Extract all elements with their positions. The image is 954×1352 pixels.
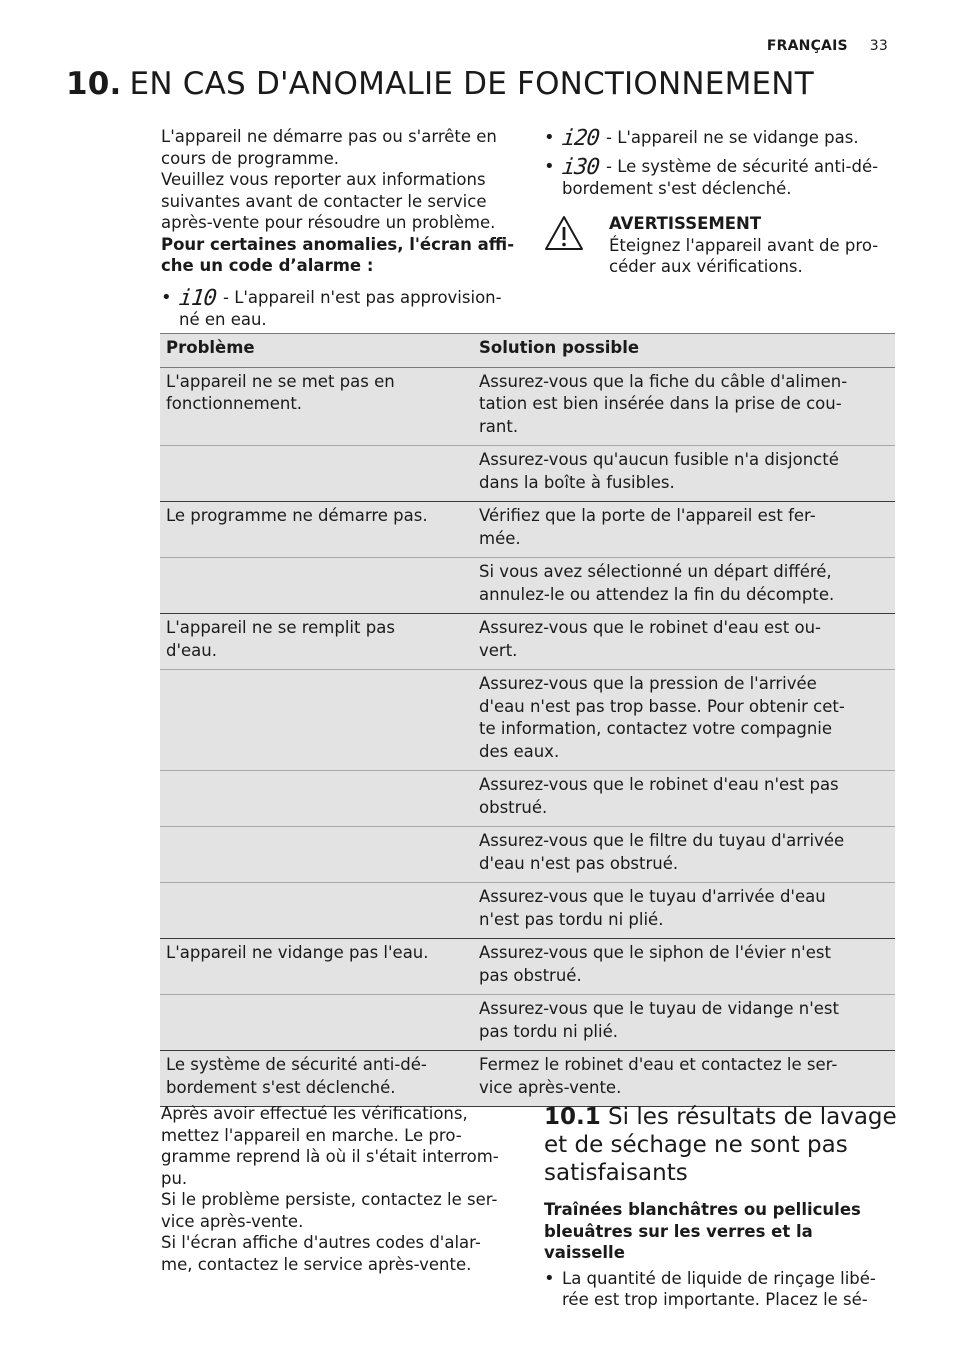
subsection-heading <box>544 1199 899 1264</box>
alarm-code-i20 <box>544 127 899 150</box>
chapter-title-text: EN CAS D'ANOMALIE DE FONCTIONNEMENT <box>129 66 814 102</box>
table-row <box>160 558 895 614</box>
after-paragraph-3 <box>161 1232 521 1275</box>
problem-cell <box>160 939 473 995</box>
after-line: Si le problème persiste, contactez le ser- <box>161 1190 498 1209</box>
solution-cell <box>473 614 895 670</box>
alarm-code-text: - L'appareil n'est pas approvision- <box>217 287 502 307</box>
solution-cell-line: Assurez-vous que le siphon de l'évier n'est <box>479 943 831 962</box>
solution-cell-line: Assurez-vous que le robinet d'eau est ou- <box>479 618 821 637</box>
warning-box <box>544 213 899 283</box>
solution-cell <box>473 670 895 771</box>
problem-cell-line: L'appareil ne vidange pas l'eau. <box>166 943 429 962</box>
problem-cell-line: fonctionnement. <box>166 394 303 413</box>
page-number: 33 <box>869 38 888 54</box>
solution-cell <box>473 827 895 883</box>
solution-cell <box>473 995 895 1051</box>
solution-cell-line: Assurez-vous qu'aucun fusible n'a disjoncté <box>479 450 839 469</box>
warning-line: Éteignez l'appareil avant de pro- <box>609 235 879 255</box>
solution-cell-line: rant. <box>479 416 519 436</box>
table-row <box>160 367 895 446</box>
alarm-code-text: né en eau. <box>179 310 267 329</box>
alarm-code-display: i30 <box>560 154 601 180</box>
solution-cell <box>473 502 895 558</box>
intro-line: L'appareil ne démarre pas ou s'arrête en <box>161 127 497 146</box>
intro-line: Veuillez vous reporter aux informations <box>161 170 486 189</box>
problem-cell <box>160 1051 473 1107</box>
solution-cell-line: mée. <box>479 528 521 548</box>
problem-cell <box>160 883 473 939</box>
warning-title: AVERTISSEMENT <box>609 214 762 233</box>
table-row <box>160 614 895 670</box>
table-row <box>160 1051 895 1107</box>
solution-cell-line: Fermez le robinet d'eau et contactez le ser- <box>479 1055 838 1074</box>
warning-text <box>609 213 878 278</box>
problem-cell <box>160 995 473 1051</box>
subsection-title-line: et de séchage ne sont pas <box>544 1132 848 1158</box>
solution-cell <box>473 558 895 614</box>
intro-line: che un code d’alarme : <box>161 256 374 275</box>
page-header <box>767 38 888 54</box>
solution-cell-line: Assurez-vous que la fiche du câble d'alimen- <box>479 371 848 391</box>
table-row <box>160 502 895 558</box>
solution-cell-line: Assurez-vous que le tuyau de vidange n'est <box>479 999 839 1018</box>
solution-cell <box>473 883 895 939</box>
solution-cell-line: vice après-vente. <box>479 1077 622 1097</box>
problem-cell <box>160 827 473 883</box>
solution-cell-line: des eaux. <box>479 741 560 761</box>
solution-cell <box>473 771 895 827</box>
subsection-bullet <box>544 1268 899 1311</box>
intro-line: après-vente pour résoudre un problème. <box>161 213 496 232</box>
after-paragraph-1 <box>161 1103 521 1189</box>
intro-paragraph-3 <box>161 234 521 277</box>
solution-cell-line: d'eau n'est pas obstrué. <box>479 853 679 873</box>
table-row <box>160 446 895 502</box>
solution-cell-line: Assurez-vous que le tuyau d'arrivée d'eau <box>479 887 826 906</box>
table-row <box>160 883 895 939</box>
subsection-bullet-line: rée est trop importante. Placez le sé- <box>562 1290 868 1309</box>
solution-cell <box>473 446 895 502</box>
solution-cell-line: Assurez-vous que le filtre du tuyau d'arrivée <box>479 831 845 850</box>
intro-line: cours de programme. <box>161 148 340 168</box>
subsection-title <box>544 1103 899 1187</box>
solution-cell-line: Si vous avez sélectionné un départ différé, <box>479 562 832 581</box>
intro-paragraph-2 <box>161 169 521 234</box>
solution-cell <box>473 1051 895 1107</box>
chapter-number: 10. <box>66 66 122 102</box>
intro-line: Pour certaines anomalies, l'écran affi- <box>161 234 515 254</box>
solution-cell-line: dans la boîte à fusibles. <box>479 472 675 492</box>
after-line: mettez l'appareil en marche. Le pro- <box>161 1125 462 1145</box>
solution-cell-line: annulez-le ou attendez la fin du décompte. <box>479 584 835 604</box>
intro-line: suivantes avant de contacter le service <box>161 191 487 211</box>
problem-cell-line: bordement s'est déclenché. <box>166 1077 396 1097</box>
subsection-bullet-line: La quantité de liquide de rinçage libé- <box>562 1268 876 1288</box>
solution-cell <box>473 939 895 995</box>
after-line: pu. <box>161 1168 188 1188</box>
after-line: gramme reprend là où il s'était interrom- <box>161 1147 499 1166</box>
problem-cell <box>160 446 473 502</box>
after-line: Si l'écran affiche d'autres codes d'alar- <box>161 1233 481 1252</box>
problem-cell-line: Le programme ne démarre pas. <box>166 506 428 525</box>
problem-cell <box>160 614 473 670</box>
column-header-problem: Problème <box>160 334 473 368</box>
solution-cell-line: te information, contactez votre compagnie <box>479 719 833 738</box>
problem-cell <box>160 558 473 614</box>
intro-paragraph-1 <box>161 126 521 169</box>
solution-cell-line: vert. <box>479 640 518 660</box>
alarm-code-display: i20 <box>560 126 601 151</box>
table-header-row <box>160 334 895 368</box>
alarm-code-display: i10 <box>177 285 218 311</box>
subsection-body <box>544 1199 899 1311</box>
alarm-column <box>544 127 899 200</box>
solution-cell-line: Assurez-vous que la pression de l'arrivée <box>479 674 817 693</box>
warning-line: céder aux vérifications. <box>609 257 803 276</box>
after-line: me, contactez le service après-vente. <box>161 1254 472 1274</box>
alarm-code-text: - L'appareil ne se vidange pas. <box>600 128 859 147</box>
problem-cell <box>160 502 473 558</box>
solution-cell-line: pas tordu ni plié. <box>479 1021 618 1041</box>
after-line: Après avoir effectué les vérifications, <box>161 1104 468 1123</box>
subsection-heading-line: bleuâtres sur les verres et la vaisselle <box>544 1221 813 1262</box>
solution-cell-line: obstrué. <box>479 797 548 817</box>
solution-cell-line: tation est bien insérée dans la prise de cou- <box>479 394 842 413</box>
problem-cell-line: d'eau. <box>166 640 217 660</box>
header-language: FRANÇAIS <box>766 38 848 54</box>
chapter-title <box>66 66 814 102</box>
alarm-code-text: bordement s'est déclenché. <box>562 179 792 198</box>
solution-cell-line: n'est pas tordu ni plié. <box>479 909 664 929</box>
solution-cell <box>473 367 895 446</box>
alarm-code-text: - Le système de sécurité anti-dé- <box>600 156 879 176</box>
table-row <box>160 995 895 1051</box>
solution-cell-line: Assurez-vous que le robinet d'eau n'est pas <box>479 775 839 794</box>
problem-cell-line: L'appareil ne se met pas en <box>166 371 395 391</box>
alarm-code-i30 <box>544 156 899 200</box>
intro-column <box>161 126 521 331</box>
after-check-column <box>161 1103 521 1275</box>
problem-cell <box>160 771 473 827</box>
problem-cell-line: Le système de sécurité anti-dé- <box>166 1055 427 1074</box>
solution-cell-line: d'eau n'est pas trop basse. Pour obtenir cet- <box>479 696 845 716</box>
column-header-solution: Solution possible <box>473 334 895 368</box>
subsection-title-line: Si les résultats de lavage <box>600 1104 897 1130</box>
warning-triangle-icon <box>544 215 584 251</box>
subsection-heading-line: Traînées blanchâtres ou pellicules <box>544 1200 861 1219</box>
troubleshooting-table <box>160 333 895 1107</box>
table-row <box>160 670 895 771</box>
problem-cell <box>160 367 473 446</box>
subsection-title-line: satisfaisants <box>544 1160 688 1186</box>
after-line: vice après-vente. <box>161 1211 304 1231</box>
problem-cell <box>160 670 473 771</box>
solution-cell-line: pas obstrué. <box>479 965 582 985</box>
table-body <box>160 367 895 1107</box>
after-paragraph-2 <box>161 1189 521 1232</box>
solution-cell-line: Vérifiez que la porte de l'appareil est fer- <box>479 506 816 525</box>
alarm-code-i10 <box>161 287 521 331</box>
subsection-number: 10.1 <box>544 1104 601 1130</box>
table-row <box>160 827 895 883</box>
problem-cell-line: L'appareil ne se remplit pas <box>166 618 395 637</box>
table-row <box>160 939 895 995</box>
table-row <box>160 771 895 827</box>
